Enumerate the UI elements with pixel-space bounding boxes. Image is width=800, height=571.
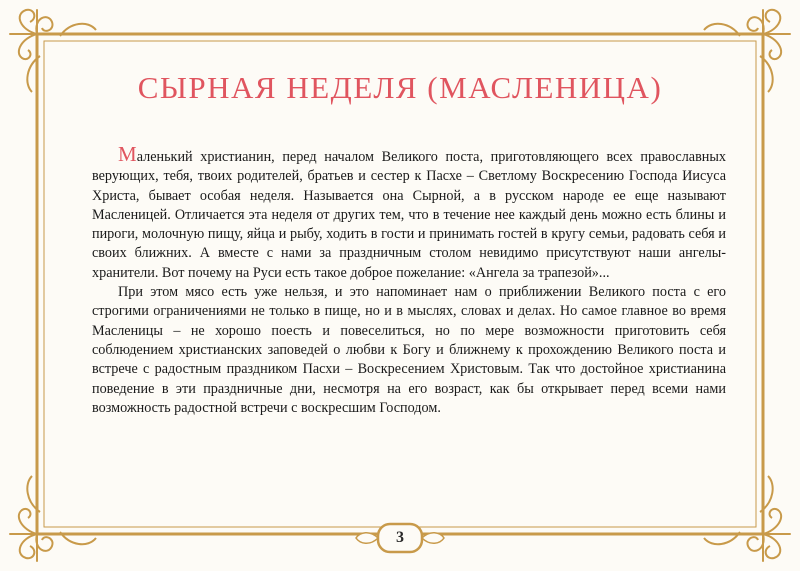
body-text (92, 142, 726, 418)
paragraph-1 (92, 142, 726, 283)
page-title: СЫРНАЯ НЕДЕЛЯ (МАСЛЕНИЦА) (137, 70, 663, 105)
initial-letter: М (118, 142, 137, 166)
page-number: 3 (396, 529, 404, 546)
corner-ornament-bottom-left (19, 476, 96, 558)
corner-ornament-bottom-right (704, 476, 781, 558)
paragraph-2: При этом мясо есть уже нельзя, и это напоминает нам о приближении Великого поста с его строгими ограничениями не только в пище, но и в мыслях, словах и делах. Но самое главное во время Масленицы – не хорошо поесть и повеселиться, но по мере возможности приготовить себя соблюдением христианских заповедей о любви к Богу и ближнему к прохождению Великого поста и встрече с радостным праздником Пасхи – Воскресением Христовым. Так что достойное христианина поведение в эти праздничные дни, несмотря на его возраст, как бы открывает перед всеми нами возможность радостной встречи с воскресшим Господом. (92, 284, 726, 416)
paragraph-1-text: аленький христианин, перед началом Великого поста, приготовляющего всех православных верующих, тебя, твоих родителей, братьев и сестер к Пасхе – Светлому Воскресению Господа Иисуса Христа, бывает особая неделя. Называется она Сырной, а в русском народе ее еще называют Масленицей. Отличается эта неделя от других тем, что в течение нее каждый день можно есть блины и пироги, молочную пищу, яйца и рыбу, ходить в гости и принимать гостей в кругу семьи, радовать себя и своих ближних. А вместе с нами за праздничным столом невидимо присутствуют наши ангелы-хранители. Вот почему на Руси есть такое доброе пожелание: «Ангела за трапезой»... (92, 149, 726, 281)
